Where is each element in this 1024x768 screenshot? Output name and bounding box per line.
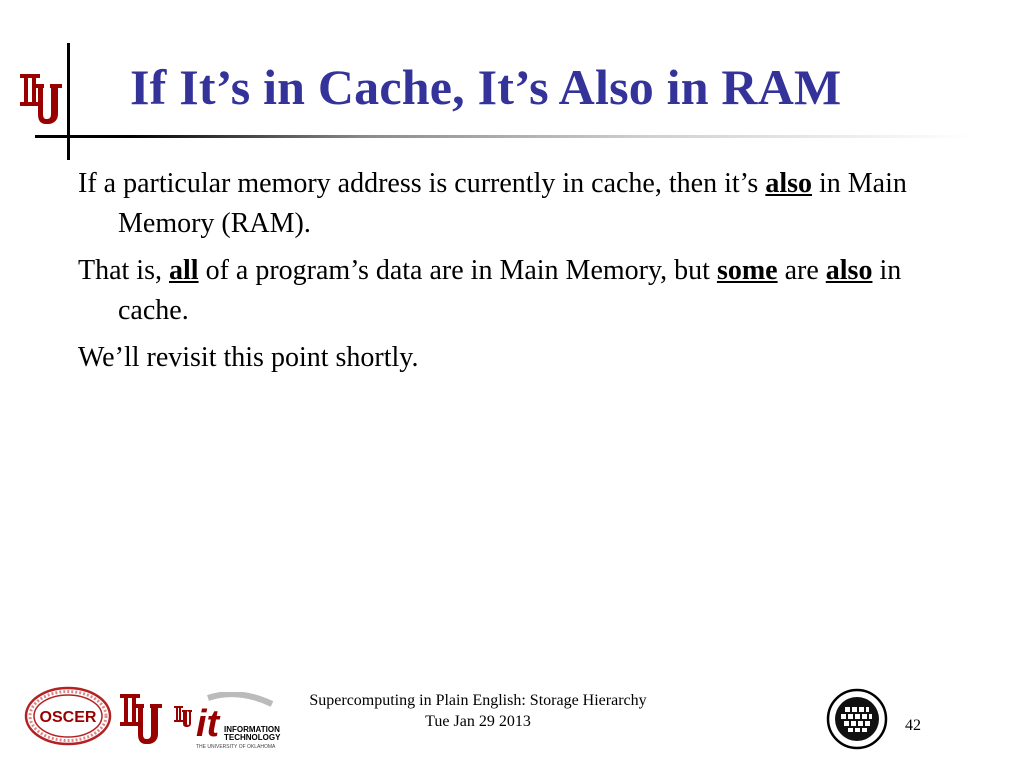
- svg-text:OSCER: OSCER: [39, 709, 97, 726]
- bullet-2-emphasis-some: some: [716, 255, 778, 286]
- bullet-2-emphasis-also: also: [825, 255, 873, 286]
- bullet-1-emphasis-also: also: [765, 168, 812, 199]
- slide-body: [78, 164, 958, 385]
- slide-number: 42: [905, 717, 921, 734]
- bullet-3-text: We’ll revisit this point shortly.: [78, 342, 419, 373]
- footer-course-title: Supercomputing in Plain English: Storage Hierarchy: [309, 692, 647, 709]
- bullet-2: [78, 251, 958, 331]
- footer-info: [248, 690, 708, 732]
- ou-logo: [18, 68, 64, 130]
- header-horizontal-rule: [35, 135, 974, 138]
- supercomputing-logo: [820, 688, 894, 755]
- bullet-2-text-b: of a program’s data are in Main Memory, but: [198, 255, 717, 286]
- bullet-2-text-d: in cache.: [118, 255, 902, 326]
- footer-ou-logo: [118, 688, 164, 750]
- bullet-2-emphasis-all: all: [169, 255, 199, 286]
- svg-text:TECHNOLOGY: TECHNOLOGY: [224, 733, 281, 742]
- svg-text:INFORMATION: INFORMATION: [224, 725, 280, 734]
- bullet-1: [78, 164, 958, 244]
- bullet-1-text-b: in Main Memory (RAM).: [118, 168, 907, 239]
- bullet-2-text-c: are: [777, 255, 826, 286]
- footer-date: Tue Jan 29 2013: [425, 713, 531, 730]
- bullet-2-text-a: That is,: [78, 255, 169, 286]
- bullet-1-text-a: If a particular memory address is currently in cache, then it’s: [78, 168, 766, 199]
- slide-title: If It’s in Cache, It’s Also in RAM: [130, 59, 842, 115]
- oscer-seal-logo: [24, 686, 112, 746]
- svg-text:THE UNIVERSITY OF OKLAHOMA: THE UNIVERSITY OF OKLAHOMA: [196, 744, 276, 750]
- header-vertical-rule: [67, 43, 70, 160]
- svg-text:it: it: [196, 703, 220, 745]
- bullet-3: [78, 338, 958, 378]
